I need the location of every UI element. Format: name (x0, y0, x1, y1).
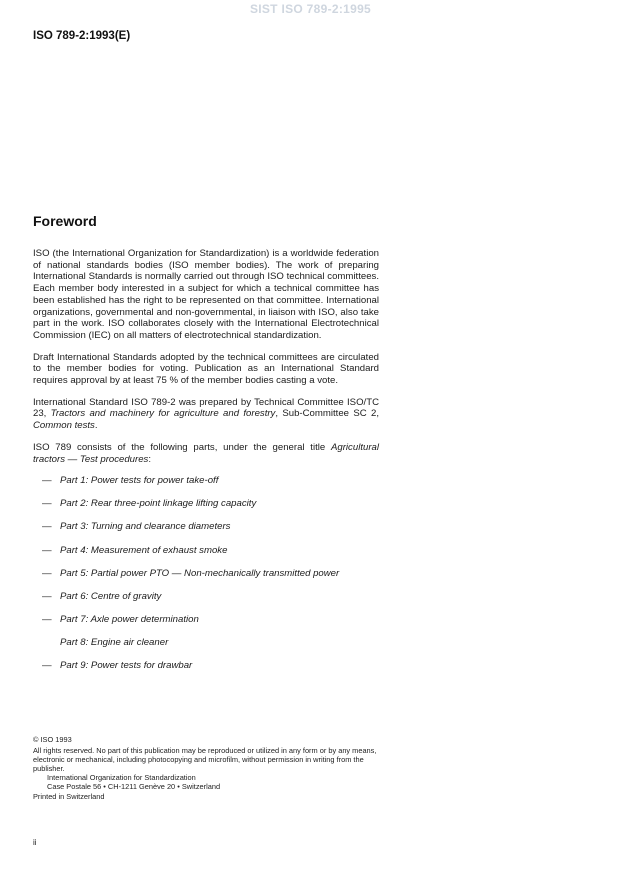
document-id: ISO 789-2:1993(E) (33, 30, 131, 42)
list-dash: — (42, 544, 52, 556)
list-dash: — (42, 475, 52, 487)
page-title: Foreword (33, 213, 97, 229)
paragraph-draft-standards: Draft International Standards adopted by the technical committees are circulated to the member bodies for voting. Publication as an International Standard requires approval by at least 75 % of the member bodies casting a vote. (33, 351, 379, 387)
part-title: Part 3: Turning and clearance diameters (60, 521, 231, 533)
foreword-body (33, 248, 379, 677)
list-item (33, 539, 379, 562)
parts-list (33, 469, 379, 677)
part-title: Part 5: Partial power PTO — Non-mechanically transmitted power (60, 567, 340, 579)
parts-intro-end: : (148, 453, 152, 465)
watermark: SIST ISO 789-2:1995 (249, 2, 372, 16)
part-title: Part 9: Power tests for drawbar (60, 660, 193, 671)
general-title: Agricultural tractors — Test procedures (33, 441, 379, 465)
list-dash: — (42, 498, 52, 510)
list-item (33, 654, 379, 677)
parts-intro-text: ISO 789 consists of the following parts, under the general title (33, 441, 331, 453)
sc-title: Common tests (33, 420, 95, 432)
list-item (33, 585, 379, 608)
publisher-address: Case Postale 56 • CH-1211 Genève 20 • Switzerland (47, 782, 221, 791)
copyright-line: © ISO 1993 (33, 735, 72, 744)
part-title: Part 4: Measurement of exhaust smoke (60, 544, 228, 556)
publisher-org: International Organization for Standardization (47, 773, 196, 782)
list-item (33, 608, 379, 631)
list-dash: — (42, 590, 52, 602)
paragraph-parts-intro (33, 442, 379, 465)
list-item (33, 631, 379, 654)
part-title: Part 8: Engine air cleaner (60, 636, 169, 648)
prepared-by-end: . (94, 420, 98, 432)
part-title: Part 1: Power tests for power take-off (60, 475, 219, 487)
part-title: Part 6: Centre of gravity (60, 590, 162, 602)
prepared-by-text: International Standard ISO 789-2 was prepared by Technical Committee ISO/TC 23, (33, 396, 379, 420)
list-item (33, 515, 379, 538)
paragraph-prepared-by (33, 397, 379, 432)
list-item (33, 492, 379, 515)
prepared-by-middle: , Sub-Committee SC 2, (275, 408, 379, 420)
list-dash: — (42, 613, 52, 625)
list-dash: — (42, 660, 52, 671)
page-number: ii (33, 838, 37, 847)
printed-in: Printed in Switzerland (33, 792, 105, 801)
list-item (33, 469, 379, 492)
list-dash: — (42, 567, 52, 579)
part-title: Part 2: Rear three-point linkage lifting capacity (60, 498, 257, 510)
list-item (33, 562, 379, 585)
tc-title: Tractors and machinery for agriculture and forestry (50, 408, 276, 420)
paragraph-iso-intro: ISO (the International Organization for Standardization) is a worldwide federation of national standards bodies (ISO member bodies). The work of preparing International Standards is normally carried out through ISO technical committees. Each member body interested in a subject for which a technical committee has been established has the right to be represented on that committee. International organizations, governmental and non-governmental, in liaison with ISO, also take part in the work. ISO collaborates closely with the International Electrotechnical Commission (IEC) on all matters of electrotechnical standardization. (33, 248, 379, 341)
part-title: Part 7: Axle power determination (60, 613, 199, 625)
list-dash: — (42, 521, 52, 533)
rights-statement: All rights reserved. No part of this publication may be reproduced or utilized in any form or by any means, electronic or mechanical, including photocopying and microfilm, without permission in writing from the publisher. (33, 746, 377, 773)
copyright-block (33, 735, 383, 801)
